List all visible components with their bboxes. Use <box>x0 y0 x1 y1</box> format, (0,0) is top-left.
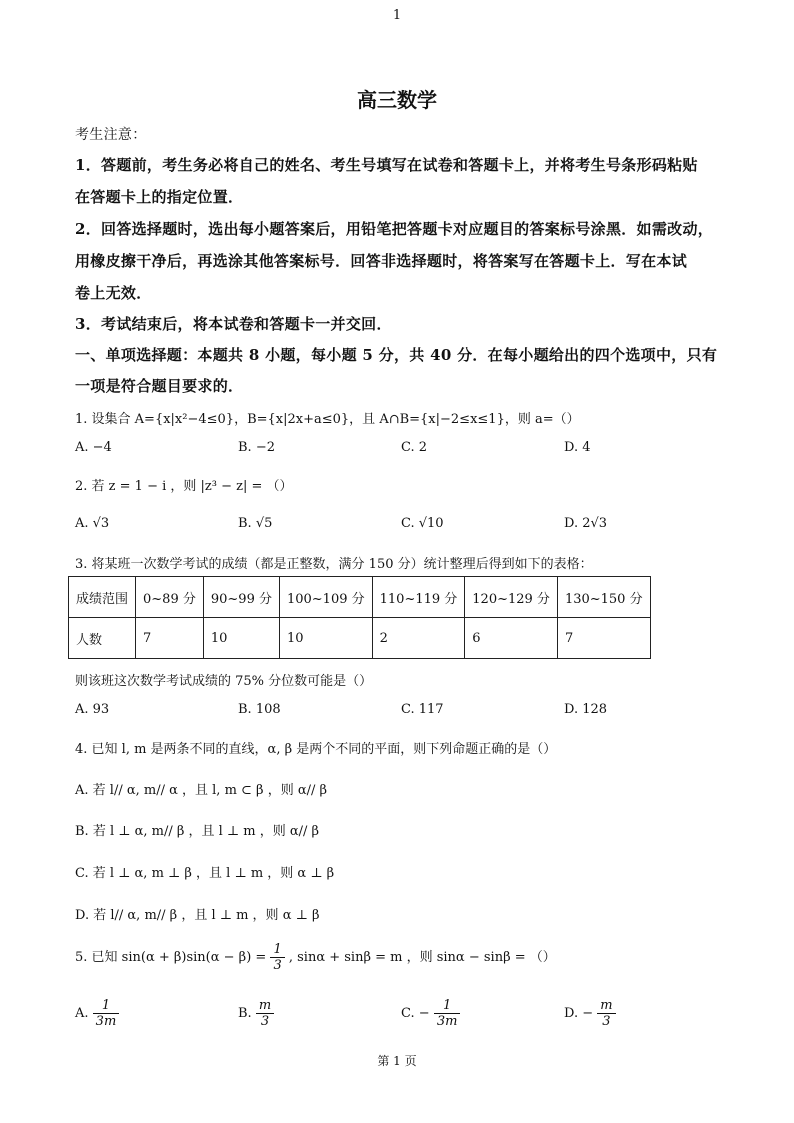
table-cell: 120~129 分 <box>465 577 558 618</box>
question-3-stem: 3. 将某班一次数学考试的成绩（都是正整数，满分 150 分）统计整理后得到如下的表格： <box>75 557 593 572</box>
question-1-option-d: D. 4 <box>564 440 591 455</box>
question-3-option-a: A. 93 <box>75 702 110 717</box>
table-cell: 成绩范围 <box>69 577 136 618</box>
notice-heading: 考生注意： <box>75 127 147 143</box>
option-sign: − <box>418 1006 430 1021</box>
table-cell: 10 <box>203 618 279 659</box>
question-5-stem-after: , sinα + sinβ = m ，则 sinα − sinβ = （） <box>288 950 556 965</box>
question-5-stem <box>75 942 556 973</box>
fraction-numerator: m <box>597 998 615 1014</box>
page-title: 高三数学 <box>357 88 437 112</box>
question-4-stem: 4. 已知 l, m 是两条不同的直线，α, β 是两个不同的平面，则下列命题正确的是（） <box>75 742 557 757</box>
question-2-option-c: C. √10 <box>401 516 444 531</box>
option-label: A. <box>75 1006 89 1021</box>
question-5-option-d <box>564 998 616 1029</box>
question-2-option-b: B. √5 <box>238 516 273 531</box>
page-top-number: 1 <box>392 8 402 23</box>
table-cell: 110~119 分 <box>372 577 465 618</box>
table-cell: 130~150 分 <box>557 577 650 618</box>
section-1-line-2: 一项是符合题目要求的． <box>75 377 244 395</box>
question-3-followup: 则该班这次数学考试成绩的 75% 分位数可能是（） <box>75 674 373 689</box>
option-fraction <box>256 998 274 1029</box>
notice-item-3: 3．考试结束后，将本试卷和答题卡一并交回． <box>75 315 392 333</box>
question-1-option-a: A. −4 <box>75 440 112 455</box>
table-cell: 人数 <box>69 618 136 659</box>
question-5-option-a <box>75 998 119 1029</box>
table-cell: 7 <box>136 618 204 659</box>
table-header-row <box>69 577 651 618</box>
fraction-denominator: 3 <box>602 1014 611 1029</box>
question-2-option-d: D. 2√3 <box>564 516 608 531</box>
option-fraction <box>93 998 120 1029</box>
fraction-numerator: 1 <box>434 998 461 1014</box>
question-4-option-c: C. 若 l ⊥ α, m ⊥ β ，且 l ⊥ m ，则 α ⊥ β <box>75 866 335 881</box>
score-table <box>68 576 651 659</box>
table-cell: 6 <box>465 618 558 659</box>
table-cell: 0~89 分 <box>136 577 204 618</box>
fraction-denominator: 3 <box>273 958 282 973</box>
notice-item-1-line-1: 1．答题前，考生务必将自己的姓名、考生号填写在试卷和答题卡上，并将考生号条形码粘贴 <box>75 156 698 174</box>
notice-item-2-line-3: 卷上无效． <box>75 284 152 302</box>
table-cell: 2 <box>372 618 465 659</box>
question-5-stem-before: 5. 已知 sin(α + β)sin(α − β) = <box>75 950 267 965</box>
table-cell: 90~99 分 <box>203 577 279 618</box>
question-1-option-b: B. −2 <box>238 440 275 455</box>
table-cell: 10 <box>279 618 372 659</box>
page-footer: 第 1 页 <box>377 1054 417 1068</box>
fraction-numerator: 1 <box>270 942 284 958</box>
question-3-option-b: B. 108 <box>238 702 281 717</box>
table-row <box>69 618 651 659</box>
fraction-denominator: 3m <box>95 1014 117 1029</box>
question-1-option-c: C. 2 <box>401 440 428 455</box>
question-5-option-b <box>238 998 274 1029</box>
option-label: B. <box>238 1006 252 1021</box>
option-sign: − <box>582 1006 594 1021</box>
option-fraction <box>597 998 615 1029</box>
option-fraction <box>434 998 461 1029</box>
question-4-option-d: D. 若 l// α, m// β ，且 l ⊥ m ，则 α ⊥ β <box>75 908 320 923</box>
fraction-denominator: 3m <box>436 1014 458 1029</box>
option-label: C. <box>401 1006 415 1021</box>
question-2-option-a: A. √3 <box>75 516 110 531</box>
table-cell: 7 <box>557 618 650 659</box>
table-cell: 100~109 分 <box>279 577 372 618</box>
fraction-denominator: 3 <box>260 1014 270 1029</box>
question-2-stem: 2. 若 z = 1 − i ，则 |z³ − z| = （） <box>75 479 293 494</box>
question-3-option-d: D. 128 <box>564 702 608 717</box>
notice-item-2-line-1: 2．回答选择题时，选出每小题答案后，用铅笔把答题卡对应题目的答案标号涂黑．如需改动， <box>75 220 714 238</box>
fraction-numerator: m <box>256 998 274 1014</box>
question-3-option-c: C. 117 <box>401 702 444 717</box>
option-label: D. <box>564 1006 579 1021</box>
notice-item-2-line-2: 用橡皮擦干净后，再选涂其他答案标号．回答非选择题时，将答案写在答题卡上．写在本试 <box>75 252 688 270</box>
question-5-fraction <box>270 942 284 973</box>
question-4-option-a: A. 若 l// α, m// α ，且 l, m ⊂ β ，则 α// β <box>75 783 328 798</box>
fraction-numerator: 1 <box>93 998 120 1014</box>
question-1-stem: 1. 设集合 A={x|x²−4≤0}，B={x|2x+a≤0}，且 A∩B={x|−2≤x≤1}，则 a=（） <box>75 412 580 427</box>
question-5-option-c <box>401 998 460 1029</box>
section-1-line-1: 一、单项选择题：本题共 8 小题，每小题 5 分，共 40 分．在每小题给出的四个选项中，只有 <box>75 346 718 364</box>
notice-item-1-line-2: 在答题卡上的指定位置． <box>75 188 244 206</box>
question-4-option-b: B. 若 l ⊥ α, m// β ，且 l ⊥ m ，则 α// β <box>75 824 320 839</box>
